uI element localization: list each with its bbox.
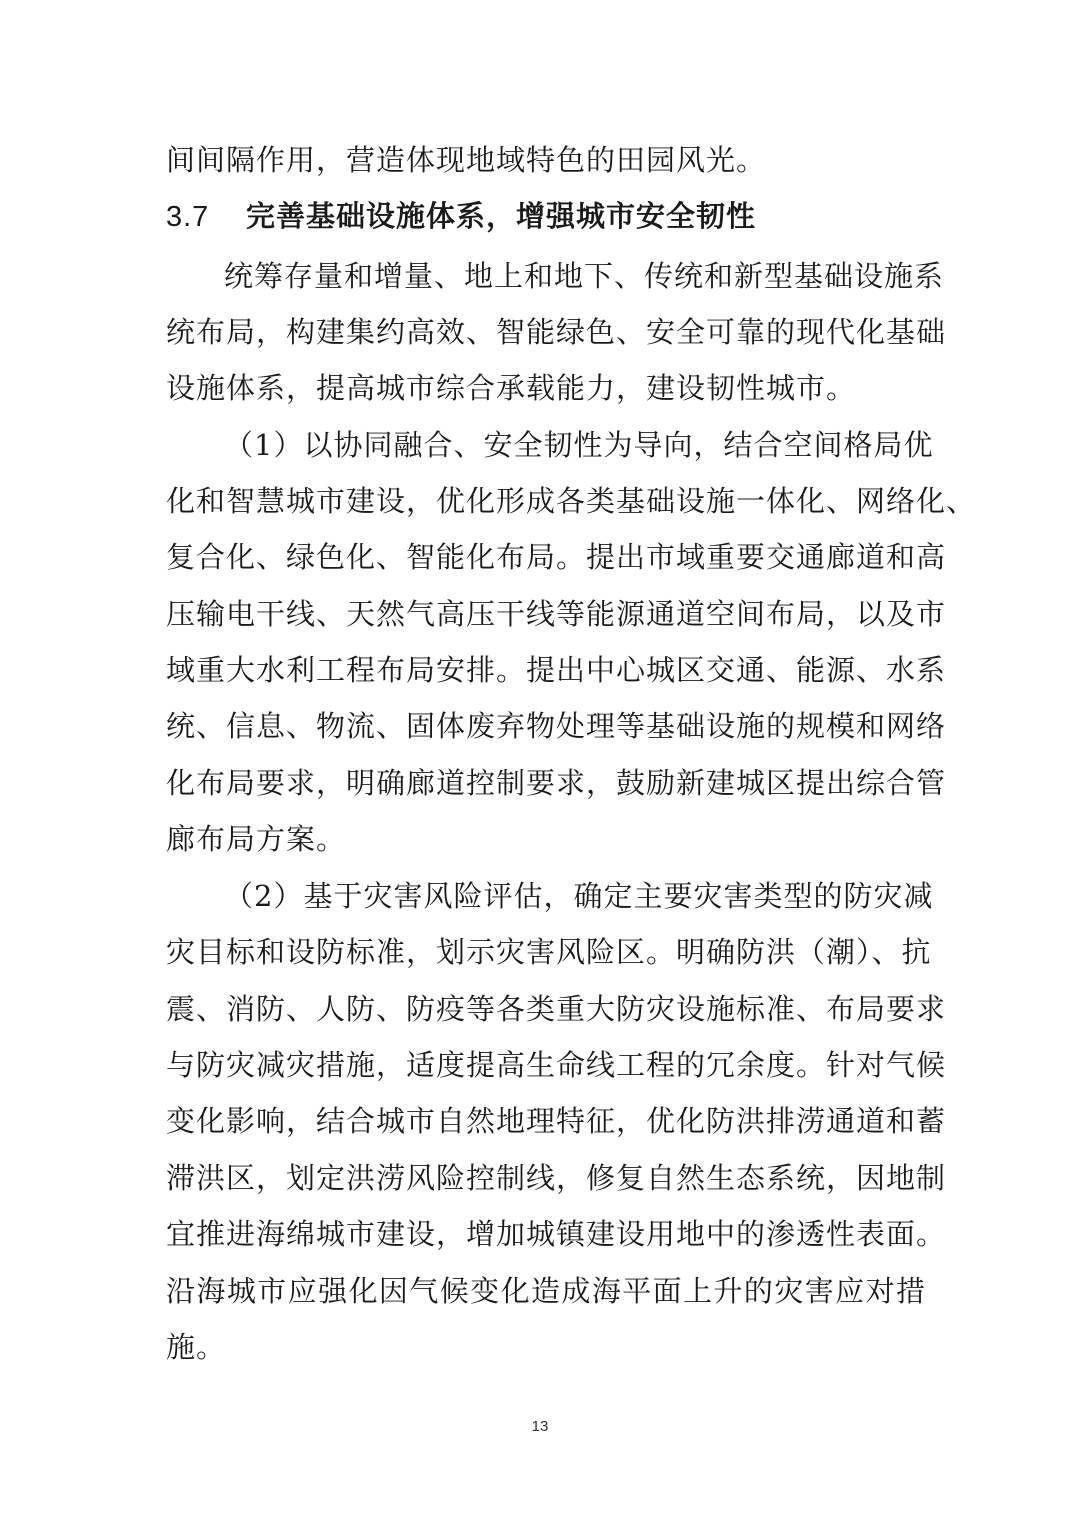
paragraph-2-line: 化布局要求，明确廊道控制要求，鼓励新建城区提出综合管	[166, 766, 947, 800]
intro-line: 间间隔作用，营造体现地域特色的田园风光。	[166, 143, 767, 177]
page-number: 13	[531, 1418, 549, 1435]
section-heading	[166, 196, 756, 236]
paragraph-3-line: 变化影响，结合城市自然地理特征，优化防洪排涝通道和蓄	[166, 1104, 947, 1138]
paragraph-2-line: 压输电干线、天然气高压干线等能源通道空间布局，以及市	[166, 597, 947, 631]
paragraph-1-line: 统布局，构建集约高效、智能绿色、安全可靠的现代化基础	[166, 315, 947, 349]
paragraph-3-line: 宜推进海绵城市建设，增加城镇建设用地中的渗透性表面。	[166, 1217, 947, 1251]
paragraph-3-line: 沿海城市应强化因气候变化造成海平面上升的灾害应对措	[166, 1274, 926, 1308]
paragraph-3-line: 震、消防、人防、防疫等各类重大防灾设施标准、布局要求	[166, 992, 947, 1026]
paragraph-1-line: 统筹存量和增量、地上和地下、传统和新型基础设施系	[224, 259, 945, 293]
paragraph-2-line: 域重大水利工程布局安排。提出中心城区交通、能源、水系	[166, 653, 947, 687]
paragraph-3-line: 滞洪区，划定洪涝风险控制线，修复自然生态系统，因地制	[166, 1161, 947, 1195]
paragraph-1-line: 设施体系，提高城市综合承载能力，建设韧性城市。	[166, 371, 857, 405]
paragraph-2-line: 廊布局方案。	[166, 822, 347, 856]
paragraph-2-line: 化和智慧城市建设，优化形成各类基础设施一体化、网络化、	[166, 484, 977, 518]
section-number: 3.7	[166, 201, 210, 233]
paragraph-3-line: （2）基于灾害风险评估，确定主要灾害类型的防灾减	[224, 879, 934, 913]
paragraph-3-line: 灾目标和设防标准，划示灾害风险区。明确防洪（潮）、抗	[166, 935, 932, 969]
section-title: 完善基础设施体系，增强城市安全韧性	[246, 199, 757, 233]
paragraph-2-line: 统、信息、物流、固体废弃物处理等基础设施的规模和网络	[166, 709, 947, 743]
paragraph-2-line: （1）以协同融合、安全韧性为导向，结合空间格局优	[224, 428, 934, 462]
paragraph-3-line: 与防灾减灾措施，适度提高生命线工程的冗余度。针对气候	[166, 1048, 947, 1082]
paragraph-3-line: 施。	[166, 1330, 227, 1364]
paragraph-2-line: 复合化、绿色化、智能化布局。提出市域重要交通廊道和高	[166, 540, 947, 574]
